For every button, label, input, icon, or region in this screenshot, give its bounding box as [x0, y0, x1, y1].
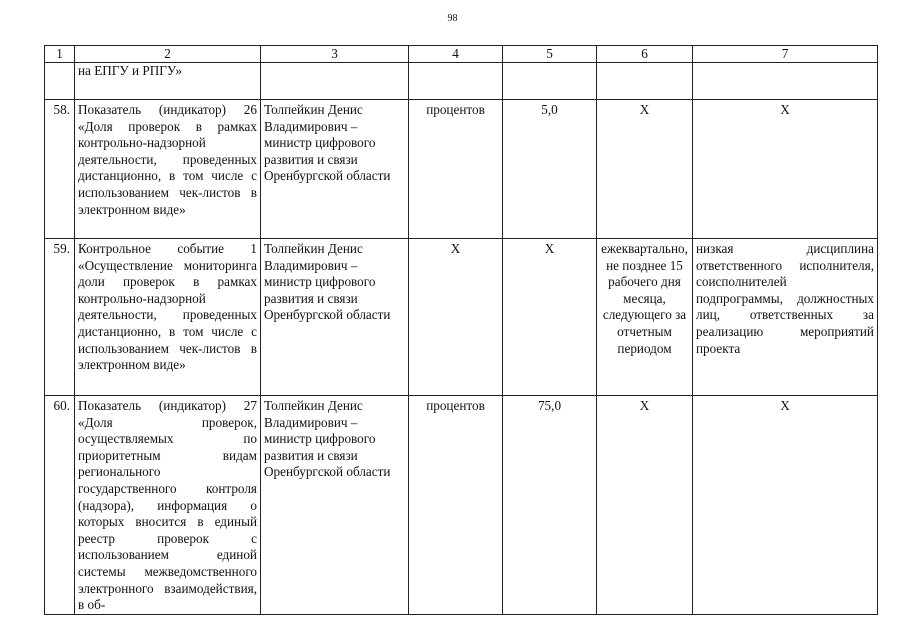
column-number: 2	[75, 46, 261, 63]
plan-table	[44, 45, 878, 615]
table-row	[45, 100, 878, 239]
empty-cell	[597, 63, 693, 100]
row-responsible: Толпейкин Денис Владимирович – министр цифрового развития и связи Оренбургской области	[261, 100, 409, 239]
row-responsible: Толпейкин Денис Владимирович – министр цифрового развития и связи Оренбургской области	[261, 239, 409, 396]
row-number: 58.	[45, 100, 75, 239]
empty-cell	[503, 63, 597, 100]
row-number-cell	[45, 63, 75, 100]
empty-cell	[261, 63, 409, 100]
row-deadline: Х	[597, 396, 693, 615]
row-deadline: Х	[597, 100, 693, 239]
column-number: 4	[409, 46, 503, 63]
row-risk: Х	[693, 396, 878, 615]
column-number: 1	[45, 46, 75, 63]
continuation-row	[45, 63, 878, 100]
row-unit: процентов	[409, 396, 503, 615]
row-value: 75,0	[503, 396, 597, 615]
row-unit: процентов	[409, 100, 503, 239]
row-description: Показатель (индикатор) 26 «Доля проверок в рамках контрольно-надзорной деятельности, проведенных дистанционно, в том числе с использованием чек-листов в электронном виде»	[75, 100, 261, 239]
row-value: Х	[503, 239, 597, 396]
row-risk: Х	[693, 100, 878, 239]
row-responsible: Толпейкин Денис Владимирович – министр цифрового развития и связи Оренбургской области	[261, 396, 409, 615]
empty-cell	[693, 63, 878, 100]
row-number: 59.	[45, 239, 75, 396]
row-description: Контрольное событие 1 «Осуществление мониторинга доли проверок в рамках контрольно-надзорной деятельности, проведенных дистанционно, в том числе с использованием чек-листов в электронном виде»	[75, 239, 261, 396]
column-number: 3	[261, 46, 409, 63]
row-unit: Х	[409, 239, 503, 396]
table-row	[45, 396, 878, 615]
row-deadline: ежеквартально, не позднее 15 рабочего дня месяца, следующего за отчетным периодом	[597, 239, 693, 396]
table-row	[45, 239, 878, 396]
continuation-text: на ЕПГУ и РПГУ»	[75, 63, 261, 100]
row-number: 60.	[45, 396, 75, 615]
column-number: 7	[693, 46, 878, 63]
column-number: 6	[597, 46, 693, 63]
row-risk: низкая дисциплина ответственного исполнителя, соисполнителей подпрограммы, должностных лиц, ответственных за реализацию мероприятий проекта	[693, 239, 878, 396]
row-description: Показатель (индикатор) 27 «Доля проверок, осуществляемых по приоритетным видам регионального государственного контроля (надзора), информация о которых вносится в единый реестр проверок с использованием единой системы межведомственного электронного взаимодействия, в об-	[75, 396, 261, 615]
column-number: 5	[503, 46, 597, 63]
page-number: 98	[447, 13, 458, 24]
column-number-row	[45, 46, 878, 63]
row-value: 5,0	[503, 100, 597, 239]
empty-cell	[409, 63, 503, 100]
